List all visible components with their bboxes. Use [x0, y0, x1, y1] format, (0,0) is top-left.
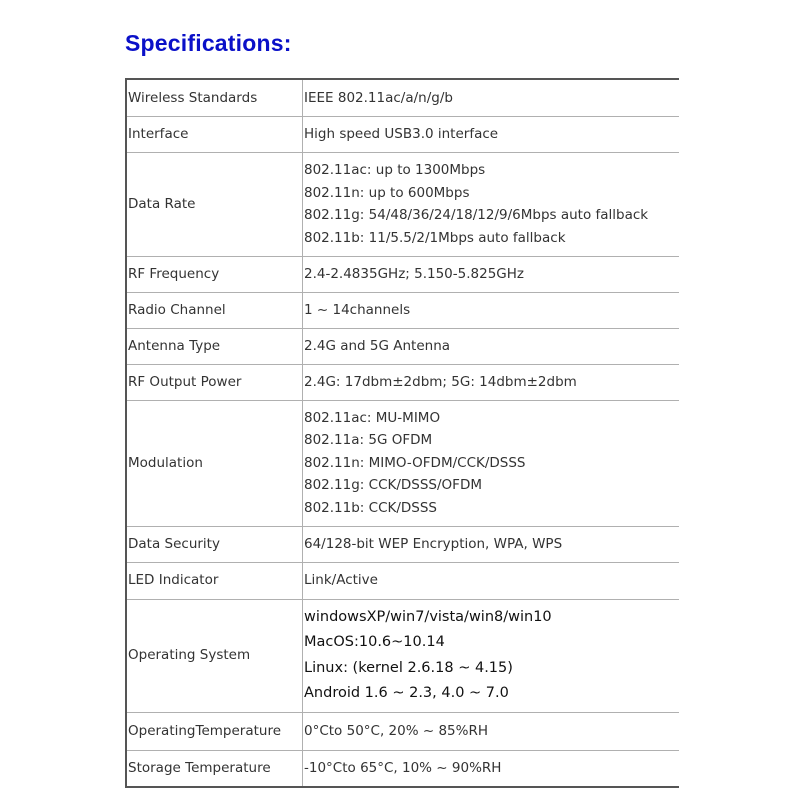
spec-value: [303, 292, 680, 328]
table-row: [126, 364, 679, 400]
spec-value-line: 0°Cto 50°C, 20% ~ 85%RH: [304, 722, 488, 739]
spec-value-line: Linux: (kernel 2.6.18 ~ 4.15): [304, 659, 513, 676]
spec-value: [303, 599, 680, 712]
spec-value-line: windowsXP/win7/vista/win8/win10: [304, 608, 552, 625]
spec-label: Storage Temperature: [126, 750, 303, 787]
spec-value: [303, 152, 680, 256]
spec-value: [303, 364, 680, 400]
spec-value-line: 802.11g: CCK/DSSS/OFDM: [304, 477, 482, 494]
spec-value: [303, 562, 680, 599]
table-row: [126, 79, 679, 116]
spec-label: Wireless Standards: [126, 79, 303, 116]
table-row: [126, 599, 679, 712]
spec-value-line: Link/Active: [304, 572, 378, 589]
table-row: [126, 152, 679, 256]
spec-label: OperatingTemperature: [126, 712, 303, 750]
spec-value-line: 802.11b: 11/5.5/2/1Mbps auto fallback: [304, 229, 566, 246]
table-row: [126, 562, 679, 599]
spec-label: Antenna Type: [126, 328, 303, 364]
table-row: [126, 400, 679, 526]
spec-value-line: 2.4G and 5G Antenna: [304, 337, 451, 354]
spec-value-line: 802.11n: up to 600Mbps: [304, 184, 470, 201]
spec-label: Data Security: [126, 526, 303, 562]
spec-label: Modulation: [126, 400, 303, 526]
spec-label: RF Frequency: [126, 256, 303, 292]
spec-label: Radio Channel: [126, 292, 303, 328]
spec-value-line: 802.11ac: up to 1300Mbps: [304, 162, 486, 178]
table-row: [126, 116, 679, 152]
spec-value-line: 802.11ac: MU-MIMO: [304, 409, 441, 426]
spec-value: [303, 526, 680, 562]
spec-value: [303, 256, 680, 292]
spec-label: LED Indicator: [126, 562, 303, 599]
spec-value: [303, 712, 680, 750]
specifications-table: [125, 78, 679, 788]
spec-value-line: 2.4G: 17dbm±2dbm; 5G: 14dbm±2dbm: [304, 373, 577, 390]
table-row: [126, 526, 679, 562]
spec-value: [303, 750, 680, 787]
spec-value-line: High speed USB3.0 interface: [304, 125, 499, 142]
spec-value-line: Android 1.6 ~ 2.3, 4.0 ~ 7.0: [304, 685, 509, 701]
spec-value-line: 2.4-2.4835GHz; 5.150-5.825GHz: [304, 265, 524, 282]
table-row: [126, 292, 679, 328]
spec-label: Data Rate: [126, 152, 303, 256]
spec-label: RF Output Power: [126, 364, 303, 400]
page-title: Specifications:: [125, 30, 292, 56]
spec-value-line: 802.11n: MIMO-OFDM/CCK/DSSS: [304, 454, 526, 471]
spec-value-line: 802.11a: 5G OFDM: [304, 432, 433, 449]
table-row: [126, 328, 679, 364]
spec-value-line: MacOS:10.6~10.14: [304, 634, 445, 650]
spec-value-line: 64/128-bit WEP Encryption, WPA, WPS: [304, 535, 563, 552]
spec-value-line: IEEE 802.11ac/a/n/g/b: [304, 89, 453, 106]
spec-value: [303, 400, 680, 526]
spec-value-line: -10°Cto 65°C, 10% ~ 90%RH: [304, 760, 502, 776]
spec-label: Interface: [126, 116, 303, 152]
spec-value-line: 1 ~ 14channels: [304, 301, 411, 318]
table-row: [126, 712, 679, 750]
spec-value: [303, 116, 680, 152]
table-row: [126, 256, 679, 292]
spec-label: Operating System: [126, 599, 303, 712]
spec-value-line: 802.11g: 54/48/36/24/18/12/9/6Mbps auto fallback: [304, 207, 649, 223]
spec-value-line: 802.11b: CCK/DSSS: [304, 499, 438, 516]
spec-value: [303, 79, 680, 116]
table-row: [126, 750, 679, 787]
spec-value: [303, 328, 680, 364]
